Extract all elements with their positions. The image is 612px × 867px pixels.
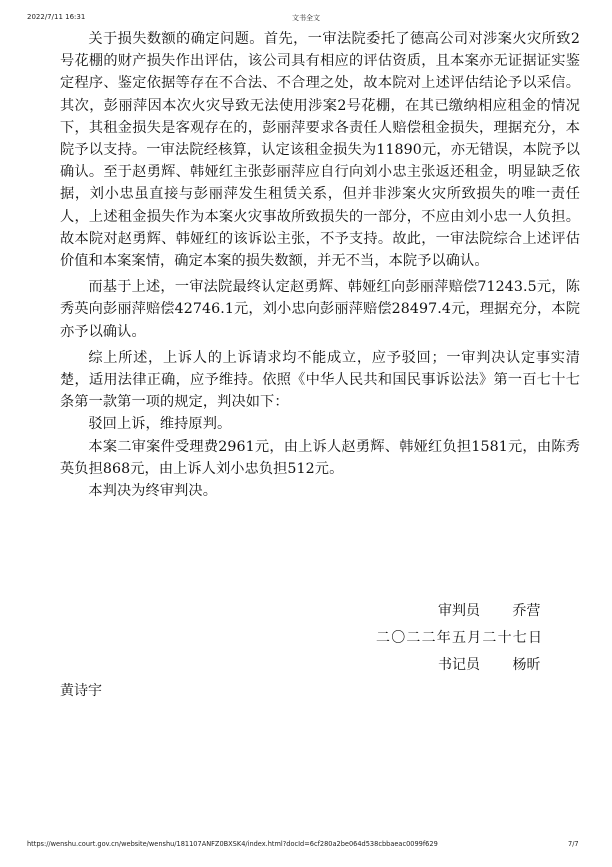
paragraph-conclusion: 综上所述，上诉人的上诉请求均不能成立，应予驳回；一审判决认定事实清楚，适用法律正确，应予维持。依照《中华人民共和国民事诉讼法》第一百七十七条第一款第一项的规定，判决如下： xyxy=(60,349,580,411)
print-date: 2022/7/11 16:31 xyxy=(27,13,86,21)
paragraph-loss-amount: 关于损失数额的确定问题。首先，一审法院委托了德高公司对涉案火灾所致2号花棚的财产损失作出评估，该公司具有相应的评估资质，且本案亦无证据证实鉴定程序、鉴定依据等存在不合法、不合理之处，故本院对上述评估结论予以采信。其次，彭丽萍因本次火灾导致无法使用涉案2号花棚，在其已缴纳相应租金的情况下，其租金损失是客观存在的，彭丽萍要求各责任人赔偿租金损失，理据充分，本院予以支持。一审法院经核算，认定该租金损失为11890元，亦无错误，本院予以确认。至于赵勇辉、韩娅红主张彭丽萍应自行向刘小忠主张返还租金，明显缺乏依据，刘小忠虽直接与彭丽萍发生租赁关系，但并非涉案火灾所致损失的唯一责任人，上述租金损失作为本案火灾事故所致损失的一部分，不应由刘小忠一人负担。故本院对赵勇辉、韩娅红的该诉讼主张，不予支持。故此，一审法院综合上述评估价值和本案案情，确定本案的损失数额，并无不当，本院予以确认。 xyxy=(60,31,580,270)
judge-role: 审判员 xyxy=(438,603,480,619)
paragraph-verdict: 驳回上诉，维持原判。 xyxy=(88,416,232,433)
clerk-role: 书记员 xyxy=(438,657,480,673)
page-number: 7/7 xyxy=(568,840,579,848)
judgment-date: 二〇二二年五月二十七日 xyxy=(376,630,544,646)
page-title: 文书全文 xyxy=(292,14,320,22)
judge-line xyxy=(438,600,540,620)
paragraph-court-fee: 本案二审案件受理费2961元，由上诉人赵勇辉、韩娅红负担1581元，由陈秀英负担868元，由上诉人刘小忠负担512元。 xyxy=(60,438,580,477)
clerk-line xyxy=(438,654,540,674)
paragraph-compensation: 而基于上述，一审法院最终认定赵勇辉、韩娅红向彭丽萍赔偿71243.5元，陈秀英向彭丽萍赔偿42746.1元，刘小忠向彭丽萍赔偿28497.4元，理据充分，本院亦予以确认。 xyxy=(60,279,580,340)
paragraph-final: 本判决为终审判决。 xyxy=(88,483,217,500)
judgment-body xyxy=(60,28,580,502)
additional-name: 黄诗宇 xyxy=(60,683,102,699)
clerk-name: 杨昕 xyxy=(512,657,541,673)
page-url: https://wenshu.court.gov.cn/website/wenshu/181107ANFZ0BXSK4/index.html?docId=6cf280a2be064d538cbbaeac0099f629 xyxy=(27,840,438,848)
judge-name: 乔营 xyxy=(512,603,541,619)
